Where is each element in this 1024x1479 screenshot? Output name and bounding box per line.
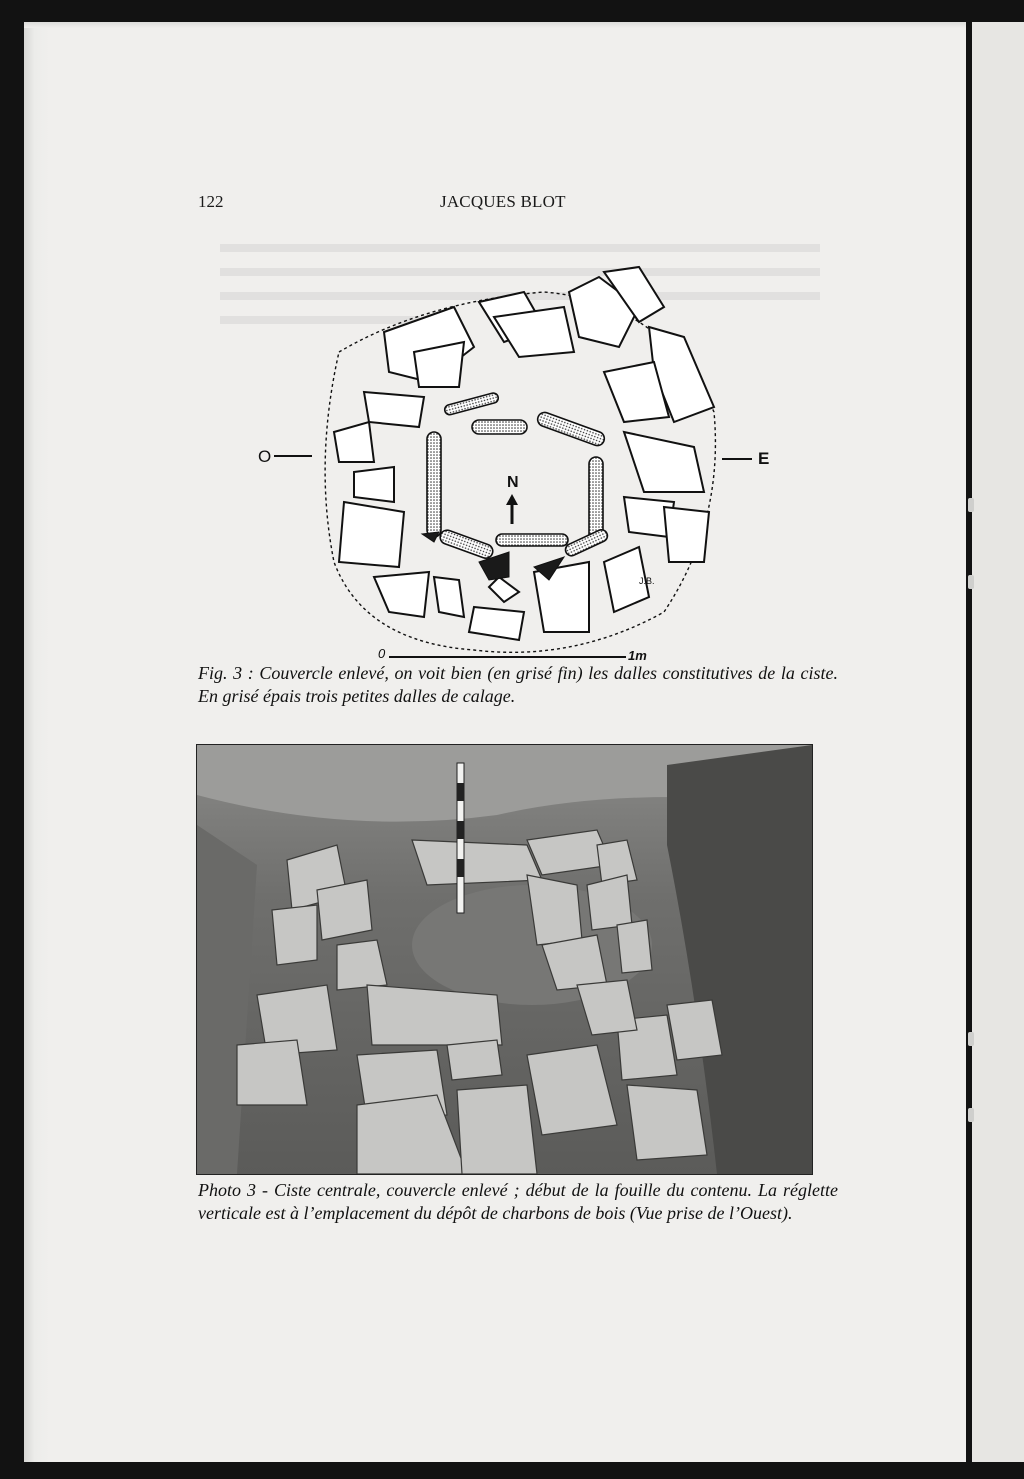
stone	[354, 467, 394, 502]
photo-3-caption: Photo 3 - Ciste centrale, couvercle enlevé ; début de la fouille du contenu. La réglette verticale est à l’emplacement du dépôt de charbons de bois (Vue prise de l’Ouest).	[198, 1180, 838, 1223]
slab-southwest	[438, 528, 494, 560]
stone	[374, 572, 429, 617]
binding-stitch	[968, 575, 974, 589]
page-content	[24, 22, 966, 1462]
slab-north	[472, 420, 527, 434]
excavation-photo	[197, 745, 812, 1174]
stone	[494, 307, 574, 357]
stone	[364, 392, 424, 427]
page-edge-shading	[24, 22, 50, 1462]
slab-northeast	[536, 410, 607, 447]
figure-3-plan	[244, 262, 774, 672]
page-number: 122	[198, 192, 224, 211]
north-label: N	[507, 474, 519, 491]
stone	[489, 577, 519, 602]
drafter-initials: J.B.	[639, 576, 655, 586]
stone	[469, 607, 524, 640]
stone	[434, 577, 464, 617]
page-top-shading	[24, 22, 966, 28]
slab-fragment	[444, 392, 500, 416]
figure-3-caption: Fig. 3 : Couvercle enlevé, on voit bien (en grisé fin) les dalles constitutives de la ciste. En grisé épais trois petites dalles de calage.	[198, 663, 838, 706]
slab-west	[427, 432, 441, 537]
outer-stones	[334, 267, 714, 640]
slab-south	[496, 534, 568, 546]
photo-3	[196, 744, 813, 1175]
stone	[339, 502, 404, 567]
adjacent-page-edge	[972, 22, 1024, 1462]
wedge-stone	[422, 532, 439, 542]
stone	[664, 507, 709, 562]
stone	[624, 432, 704, 492]
stone	[334, 422, 374, 462]
slab-southeast	[564, 528, 610, 558]
binding-stitch	[968, 1108, 974, 1122]
scale-end: 1m	[628, 648, 647, 663]
running-head: JACQUES BLOT	[440, 192, 566, 211]
east-label: E	[758, 449, 770, 468]
north-arrow-icon	[506, 494, 518, 505]
binding-stitch	[968, 1032, 974, 1046]
scale-start: 0	[378, 646, 386, 661]
west-label: O	[258, 447, 272, 466]
binding-stitch	[968, 498, 974, 512]
